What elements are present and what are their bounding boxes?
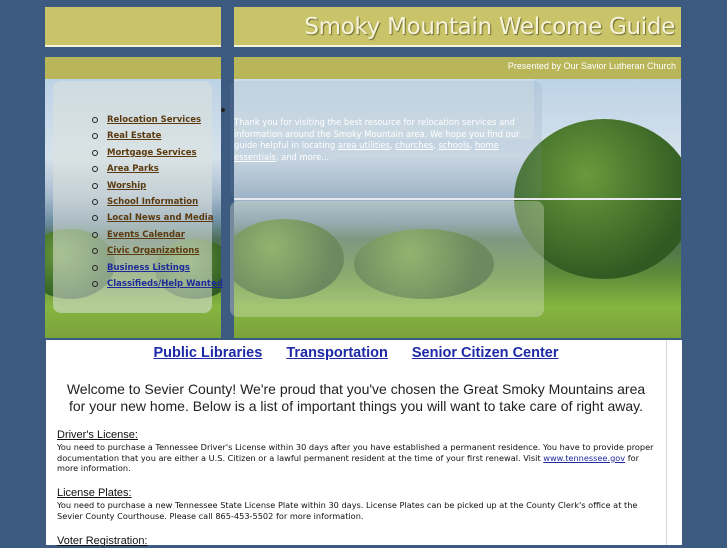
- link-senior-center[interactable]: Senior Citizen Center: [411, 345, 559, 361]
- section-title: License Plates:: [57, 487, 132, 499]
- sidebar-item-relocation[interactable]: [91, 112, 223, 128]
- welcome-text: Welcome to Sevier County! We're proud that you've chosen the Great Smoky Mountains area for your new home. Below is a list of important things you will want to take care of right away.: [66, 381, 646, 414]
- circle-bullet-icon: [92, 166, 98, 172]
- link-churches[interactable]: churches: [395, 140, 434, 150]
- sidebar-item-news[interactable]: [91, 210, 223, 226]
- circle-bullet-icon: [92, 248, 98, 254]
- link-schools[interactable]: schools: [438, 140, 470, 150]
- circle-bullet-icon: [92, 150, 98, 156]
- sidebar-item-events[interactable]: [91, 227, 223, 243]
- circle-bullet-icon: [92, 215, 98, 221]
- circle-bullet-icon: [92, 281, 98, 287]
- circle-bullet-icon: [92, 199, 98, 205]
- sidebar-item-label[interactable]: Business Listings: [107, 262, 190, 273]
- circle-bullet-icon: [92, 183, 98, 189]
- intro-separator: ,: [433, 140, 439, 150]
- sidebar-item-parks[interactable]: [91, 161, 223, 177]
- circle-bullet-icon: [92, 117, 98, 123]
- section-title: Voter Registration:: [57, 535, 148, 547]
- sidebar-item-label[interactable]: Real Estate: [107, 131, 162, 142]
- sidebar-item-label[interactable]: School Information: [107, 196, 199, 207]
- intro-separator: ,: [389, 140, 396, 150]
- site-title: Smoky Mountain Welcome Guide: [304, 14, 675, 40]
- sidebar-item-label[interactable]: Classifieds/Help Wanted: [107, 278, 223, 289]
- link-area-utilities[interactable]: area utilities: [337, 140, 390, 150]
- circle-bullet-icon: [92, 133, 98, 139]
- section-text: You need to purchase a new Tennessee State License Plate within 30 days. License Plates can be picked up at the County Clerk's office at the Sevier County Courthouse. Please call 865-453-5502 for more information.: [57, 499, 638, 521]
- sidebar-item-mortgage[interactable]: [91, 145, 223, 161]
- link-home-essentials[interactable]: home essentials: [234, 140, 499, 162]
- top-links: [46, 345, 666, 361]
- sidebar-item-label[interactable]: Events Calendar: [107, 229, 185, 240]
- sidebar-item-label[interactable]: Relocation Services: [107, 115, 202, 125]
- scene-divider: [234, 198, 681, 200]
- lower-panel: [230, 201, 544, 317]
- subbanner-left: [45, 57, 221, 79]
- sidebar-item-label[interactable]: Mortgage Services: [107, 147, 197, 158]
- intro-text: [234, 117, 540, 163]
- banner-divider: [45, 45, 221, 47]
- sidebar-item-business[interactable]: [91, 260, 223, 276]
- sidebar-item-schools[interactable]: [91, 194, 223, 210]
- content-sidebar-edge: [666, 340, 682, 545]
- banner-left: [45, 7, 221, 47]
- section-text: You need to purchase a Tennessee Driver's License within 30 days after you have established a permanent residence. You have to provide proper documentation that you are either a U.S. Citizen or a lawful permanent resident at the time of your first renewal. Visit: [57, 441, 654, 463]
- sidebar-item-label[interactable]: Civic Organizations: [107, 246, 200, 257]
- intro-separator: ,: [469, 140, 475, 150]
- section-text: for more information.: [57, 452, 640, 474]
- intro-text-part: Thank you for visiting the best resource for relocation services and information around the Smoky Mountain area. We hope you find our guide helpful in locating: [234, 117, 520, 150]
- sidebar-item-worship[interactable]: [91, 178, 223, 194]
- link-transportation[interactable]: Transportation: [286, 345, 388, 361]
- link-tennessee-gov[interactable]: www.tennessee.gov: [543, 452, 626, 463]
- sidebar-item-label[interactable]: Worship: [107, 180, 147, 191]
- section-voter-registration: [57, 536, 657, 548]
- sidebar-item-real-estate[interactable]: [91, 128, 223, 144]
- circle-bullet-icon: [92, 265, 98, 271]
- sidebar-item-civic[interactable]: [91, 243, 223, 259]
- section-drivers-license: [57, 430, 657, 474]
- section-title: Driver's License:: [57, 429, 138, 441]
- sidebar-item-classifieds[interactable]: [91, 276, 223, 292]
- presented-by: Presented by Our Savior Lutheran Church: [507, 61, 676, 71]
- section-license-plates: [57, 488, 657, 521]
- sidebar-item-label[interactable]: Local News and Media: [107, 213, 214, 224]
- link-public-libraries[interactable]: Public Libraries: [153, 345, 263, 361]
- intro-text-part: , and more...: [275, 151, 330, 162]
- sidebar-item-label[interactable]: Area Parks: [107, 164, 159, 175]
- sidebar-nav: [91, 112, 223, 292]
- circle-bullet-icon: [92, 232, 98, 238]
